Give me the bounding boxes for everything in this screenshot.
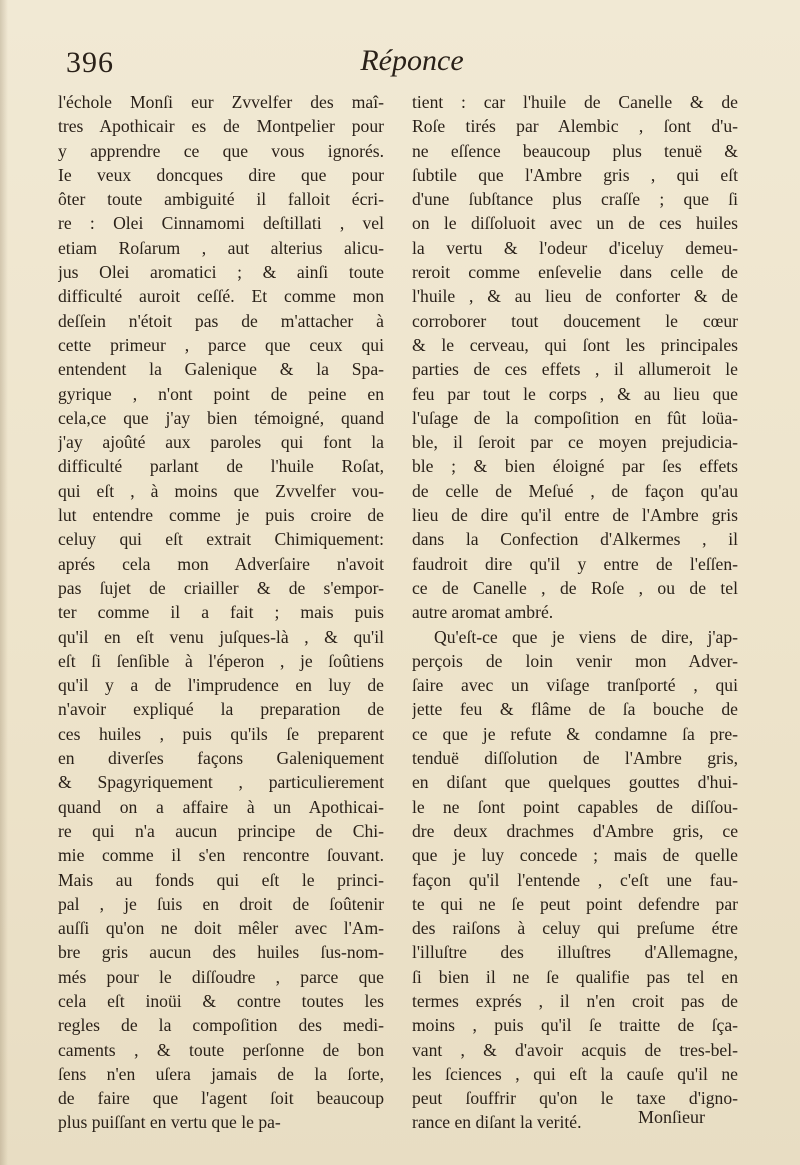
- text-line: ce que je refute & condamne ſa pre-: [412, 723, 738, 744]
- text-line: lut entendre comme je puis croire de: [58, 505, 384, 526]
- text-line: tient : car l'huile de Canelle & de: [412, 92, 738, 112]
- text-line: corroborer tout doucement le cœur: [412, 310, 738, 331]
- text-line: quand on a affaire à un Apothicai-: [58, 796, 384, 817]
- text-line: cette primeur , parce que ceux qui: [58, 334, 384, 355]
- text-line: vant , & d'avoir acquis de tres-bel-: [412, 1039, 738, 1060]
- running-title: Réponce: [360, 44, 464, 77]
- text-line: on le diſſoluoit avec un de ces huiles: [412, 213, 738, 234]
- text-line: l'huile , & au lieu de conforter & de: [412, 286, 738, 307]
- text-line: ble ; & bien éloigné par ſes effets: [412, 456, 738, 477]
- text-line: qu'il y a de l'imprudence en luy de: [58, 675, 384, 696]
- text-line: bre gris aucun des huiles ſus-nom-: [58, 942, 384, 963]
- text-line: re : Olei Cinnamomi deſtillati , vel: [58, 213, 384, 234]
- text-line: qu'il en eſt venu juſques-là , & qu'il: [58, 626, 384, 647]
- text-line: rance en diſant la verité.: [412, 1112, 582, 1133]
- text-line: re qui n'a aucun principe de Chi-: [58, 820, 384, 841]
- text-line: plus puiſſant en vertu que le pa-: [58, 1112, 281, 1133]
- text-line: les ſciences , qui eſt la cauſe qu'il ne: [412, 1063, 738, 1084]
- text-line: tenduë diſſolution de l'Ambre gris,: [412, 748, 738, 769]
- text-line: ſubtile que l'Ambre gris , qui eſt: [412, 164, 738, 185]
- text-line: regles de la compoſition des medi-: [58, 1015, 384, 1036]
- text-line: d'une ſubſtance plus craſſe ; que ſi: [412, 189, 738, 210]
- text-line: jus Olei aromatici ; & ainſi toute: [58, 262, 384, 283]
- text-line: cela,ce que j'ay bien témoigné, quand: [58, 407, 384, 428]
- text-line: pas ſujet de criailler & de s'empor-: [58, 577, 384, 598]
- text-line: eſt ſi ſenſible à l'éperon , je ſoûtiens: [58, 650, 384, 671]
- text-line: termes exprés , il n'en croit pas de: [412, 990, 738, 1011]
- left-text-column: [58, 90, 384, 1135]
- text-line: gyrique , n'ont point de peine en: [58, 383, 384, 404]
- text-line: etiam Roſarum , aut alterius alicu-: [58, 237, 384, 258]
- text-line: difficulté auroit ceſſé. Et comme mon: [58, 286, 384, 307]
- text-line: en diverſes façons Galeniquement: [58, 748, 384, 769]
- page-number: 396: [66, 46, 114, 79]
- text-line: l'uſage de la compoſition en fût loüa-: [412, 407, 738, 428]
- text-line: deſſein n'étoit pas de m'attacher à: [58, 310, 384, 331]
- text-line: feu par tout le corps , & au lieu que: [412, 383, 738, 404]
- text-line: auſſi qu'on ne doit mêler avec l'Am-: [58, 918, 384, 939]
- text-line: tres Apothicair es de Montpelier pour: [58, 116, 384, 137]
- text-line: perçois de loin venir mon Adver-: [412, 650, 738, 671]
- text-line: n'avoir expliqué la preparation de: [58, 699, 384, 720]
- text-line: celuy qui eſt extrait Chimiquement:: [58, 529, 384, 550]
- text-line: difficulté parlant de l'huile Roſat,: [58, 456, 384, 477]
- text-line: y apprendre ce que vous ignorés.: [58, 140, 384, 161]
- right-text-column: [412, 90, 738, 1135]
- text-line: autre aromat ambré.: [412, 602, 554, 623]
- text-line: ble, il ſeroit par ce moyen prejudicia-: [412, 432, 738, 453]
- text-line: le ne ſont point capables de diſſou-: [412, 796, 738, 817]
- text-line: l'illuſtre des illuſtres d'Allemagne,: [412, 942, 738, 963]
- text-line: & Spagyriquement , particulierement: [58, 772, 384, 793]
- text-line: Roſe tirés par Alembic , ſont d'u-: [412, 116, 738, 137]
- page-edge-shadow: [0, 0, 8, 1165]
- text-line: en diſant que quelques gouttes d'hui-: [412, 772, 738, 793]
- text-line: faudroit dire qu'il y entre de l'eſſen-: [412, 553, 738, 574]
- text-line: caments , & toute perſonne de bon: [58, 1039, 384, 1060]
- text-line: de faire que l'agent ſoit beaucoup: [58, 1088, 384, 1109]
- text-line: j'ay ajoûté aux paroles qui font la: [58, 432, 384, 453]
- text-line: ne eſſence beaucoup plus tenuë &: [412, 140, 738, 161]
- text-line: te qui ne ſe peut point defendre par: [412, 893, 738, 914]
- text-line: ter comme il a fait ; mais puis: [58, 602, 384, 623]
- text-line: ôter toute ambiguité il falloit écri-: [58, 189, 384, 210]
- text-line: jette feu & flâme de ſa bouche de: [412, 699, 738, 720]
- text-line: Qu'eſt-ce que je viens de dire, j'ap-: [434, 626, 738, 647]
- text-line: ſens n'en uſera jamais de la ſorte,: [58, 1063, 384, 1084]
- text-line: peut ſouffrir qu'on le taxe d'igno-: [412, 1088, 738, 1109]
- text-line: de celle de Meſué , de façon qu'au: [412, 480, 738, 501]
- catchword: Monſieur: [638, 1107, 705, 1127]
- text-line: reroit comme enſevelie dans celle de: [412, 262, 738, 283]
- text-line: ſi bien il ne ſe qualifie pas tel en: [412, 966, 738, 987]
- text-line: pal , je ſuis en droit de ſoûtenir: [58, 893, 384, 914]
- text-line: qui eſt , à moins que Zvvelfer vou-: [58, 480, 384, 501]
- text-line: mie comme il s'en rencontre ſouvant.: [58, 845, 384, 866]
- text-line: lieu de dire qu'il entre de l'Ambre gris: [412, 505, 738, 526]
- text-line: Ie veux doncques dire que pour: [58, 164, 384, 185]
- text-line: ces huiles , puis qu'ils ſe preparent: [58, 723, 384, 744]
- text-line: entendent la Galenique & la Spa-: [58, 359, 384, 380]
- text-line: Mais au fonds qui eſt le princi-: [58, 869, 384, 890]
- text-line: la vertu & l'odeur d'iceluy demeu-: [412, 237, 738, 258]
- text-line: l'échole Monſi eur Zvvelfer des maî-: [58, 92, 384, 112]
- text-line: dans la Confection d'Alkermes , il: [412, 529, 738, 550]
- text-line: & le cerveau, qui ſont les principales: [412, 334, 738, 355]
- text-line: moins , puis qu'il ſe traitte de ſça-: [412, 1015, 738, 1036]
- text-line: façon qu'il l'entende , c'eſt une fau-: [412, 869, 738, 890]
- text-line: aprés cela mon Adverſaire n'avoit: [58, 553, 384, 574]
- text-line: que je luy concede ; mais de quelle: [412, 845, 738, 866]
- text-line: cela eſt inoüi & contre toutes les: [58, 990, 384, 1011]
- text-line: ce de Canelle , de Roſe , ou de tel: [412, 577, 738, 598]
- text-line: parties de ces effets , il allumeroit le: [412, 359, 738, 380]
- text-line: des raiſons à celuy qui preſume étre: [412, 918, 738, 939]
- text-line: dre deux drachmes d'Ambre gris, ce: [412, 820, 738, 841]
- text-line: més pour le diſſoudre , parce que: [58, 966, 384, 987]
- text-line: ſaire avec un viſage tranſporté , qui: [412, 675, 738, 696]
